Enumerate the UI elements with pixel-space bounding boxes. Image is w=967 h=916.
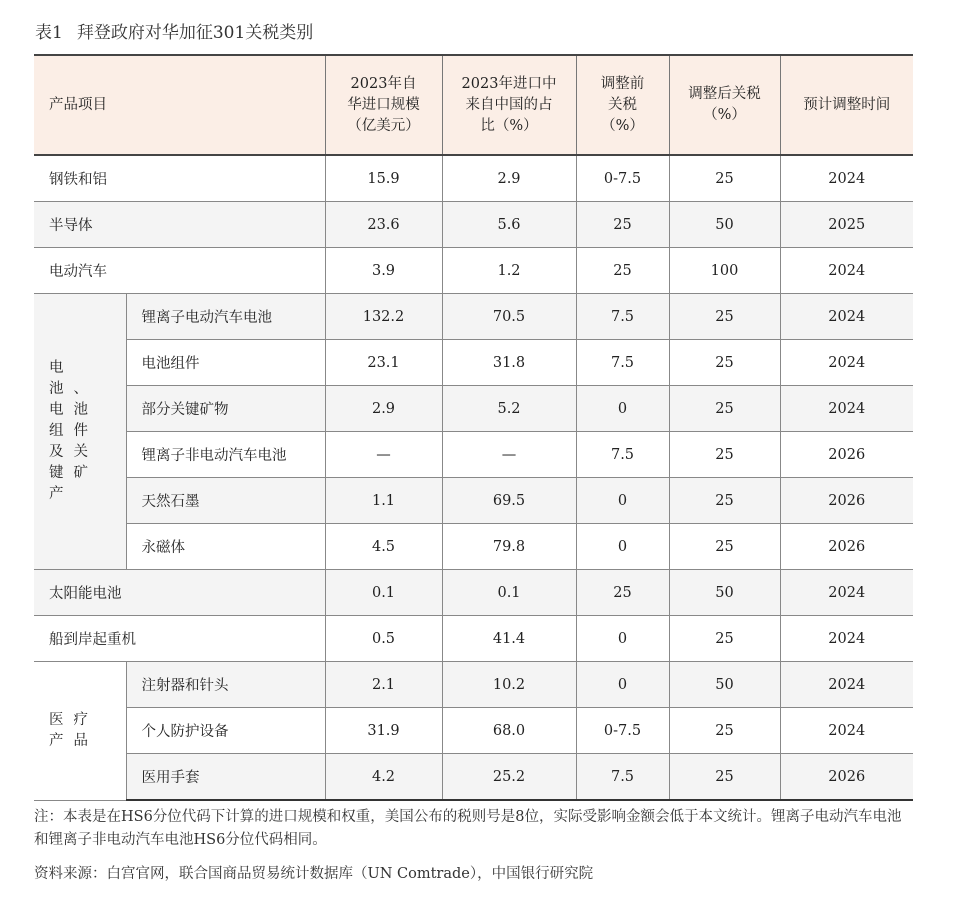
cell-pre: 25	[576, 570, 669, 616]
table-row	[34, 386, 913, 432]
row-name: 医用手套	[126, 754, 325, 801]
cell-post: 25	[669, 294, 780, 340]
cell-post: 25	[669, 432, 780, 478]
cell-scale: 23.1	[325, 340, 442, 386]
row-name: 船到岸起重机	[34, 616, 325, 662]
cell-share: 31.8	[442, 340, 576, 386]
table-row	[34, 432, 913, 478]
tariff-table	[34, 54, 913, 801]
cell-scale: 3.9	[325, 248, 442, 294]
group-battery: 电池、电池组件及关键矿产	[34, 294, 126, 570]
cell-year: 2026	[780, 754, 913, 801]
row-name: 部分关键矿物	[126, 386, 325, 432]
cell-pre: 7.5	[576, 432, 669, 478]
cell-pre: 0	[576, 662, 669, 708]
cell-scale: 2.1	[325, 662, 442, 708]
cell-scale: 2.9	[325, 386, 442, 432]
header-item: 产品项目	[34, 55, 325, 155]
cell-post: 25	[669, 478, 780, 524]
table-row	[34, 570, 913, 616]
cell-pre: 25	[576, 248, 669, 294]
cell-share: 68.0	[442, 708, 576, 754]
cell-post: 25	[669, 754, 780, 801]
cell-post: 25	[669, 616, 780, 662]
row-name: 个人防护设备	[126, 708, 325, 754]
cell-year: 2024	[780, 570, 913, 616]
cell-pre: 0-7.5	[576, 155, 669, 202]
table-row	[34, 662, 913, 708]
row-name: 太阳能电池	[34, 570, 325, 616]
table-row	[34, 202, 913, 248]
cell-post: 100	[669, 248, 780, 294]
table-row	[34, 754, 913, 801]
cell-share: 79.8	[442, 524, 576, 570]
cell-post: 50	[669, 570, 780, 616]
cell-year: 2026	[780, 524, 913, 570]
cell-post: 25	[669, 155, 780, 202]
row-name: 电池组件	[126, 340, 325, 386]
row-name: 注射器和针头	[126, 662, 325, 708]
table-row	[34, 616, 913, 662]
cell-pre: 7.5	[576, 340, 669, 386]
row-name: 电动汽车	[34, 248, 325, 294]
cell-scale: 132.2	[325, 294, 442, 340]
row-name: 钢铁和铝	[34, 155, 325, 202]
table-row	[34, 340, 913, 386]
header-adjust-time: 预计调整时间	[780, 55, 913, 155]
cell-scale: —	[325, 432, 442, 478]
table-number: 表1	[35, 23, 63, 43]
table-title: 拜登政府对华加征301关税类别	[76, 23, 314, 43]
cell-post: 25	[669, 386, 780, 432]
cell-share: 5.6	[442, 202, 576, 248]
table-row	[34, 155, 913, 202]
cell-scale: 15.9	[325, 155, 442, 202]
cell-share: 25.2	[442, 754, 576, 801]
cell-share: 1.2	[442, 248, 576, 294]
header-pre-tariff: 调整前 关税 （%）	[576, 55, 669, 155]
cell-post: 25	[669, 708, 780, 754]
table-note: 注：本表是在HS6分位代码下计算的进口规模和权重，美国公布的税则号是8位，实际受影响金额会低于本文统计。锂离子电动汽车电池和锂离子非电动汽车电池HS6分位代码相同。	[34, 809, 902, 848]
cell-post: 25	[669, 340, 780, 386]
cell-year: 2024	[780, 340, 913, 386]
cell-scale: 1.1	[325, 478, 442, 524]
cell-scale: 31.9	[325, 708, 442, 754]
table-caption	[35, 18, 313, 43]
row-name: 锂离子电动汽车电池	[126, 294, 325, 340]
table-row	[34, 524, 913, 570]
cell-pre: 0	[576, 386, 669, 432]
cell-pre: 0	[576, 524, 669, 570]
cell-share: 69.5	[442, 478, 576, 524]
table-row	[34, 708, 913, 754]
row-name: 永磁体	[126, 524, 325, 570]
cell-share: 0.1	[442, 570, 576, 616]
cell-year: 2024	[780, 294, 913, 340]
cell-share: —	[442, 432, 576, 478]
cell-scale: 0.5	[325, 616, 442, 662]
table-row	[34, 294, 913, 340]
row-name: 天然石墨	[126, 478, 325, 524]
cell-year: 2024	[780, 708, 913, 754]
cell-pre: 0	[576, 616, 669, 662]
cell-year: 2024	[780, 616, 913, 662]
table-row	[34, 478, 913, 524]
cell-post: 50	[669, 202, 780, 248]
cell-scale: 4.5	[325, 524, 442, 570]
data-source: 资料来源：白宫官网，联合国商品贸易统计数据库（UN Comtrade），中国银行研究院	[34, 866, 594, 882]
cell-year: 2024	[780, 155, 913, 202]
header-import-scale: 2023年自 华进口规模 （亿美元）	[325, 55, 442, 155]
cell-pre: 25	[576, 202, 669, 248]
header-row	[34, 55, 913, 155]
cell-scale: 4.2	[325, 754, 442, 801]
cell-post: 25	[669, 524, 780, 570]
header-post-tariff: 调整后关税 （%）	[669, 55, 780, 155]
cell-pre: 7.5	[576, 754, 669, 801]
cell-pre: 7.5	[576, 294, 669, 340]
cell-post: 50	[669, 662, 780, 708]
header-china-share: 2023年进口中 来自中国的占 比（%）	[442, 55, 576, 155]
row-name: 锂离子非电动汽车电池	[126, 432, 325, 478]
table-row	[34, 248, 913, 294]
cell-year: 2026	[780, 478, 913, 524]
cell-share: 10.2	[442, 662, 576, 708]
cell-year: 2024	[780, 386, 913, 432]
cell-scale: 0.1	[325, 570, 442, 616]
cell-share: 70.5	[442, 294, 576, 340]
cell-year: 2025	[780, 202, 913, 248]
group-medical: 医疗产品	[34, 662, 126, 801]
cell-share: 41.4	[442, 616, 576, 662]
cell-share: 2.9	[442, 155, 576, 202]
cell-year: 2024	[780, 662, 913, 708]
cell-year: 2026	[780, 432, 913, 478]
cell-share: 5.2	[442, 386, 576, 432]
cell-pre: 0	[576, 478, 669, 524]
cell-year: 2024	[780, 248, 913, 294]
cell-scale: 23.6	[325, 202, 442, 248]
row-name: 半导体	[34, 202, 325, 248]
cell-pre: 0-7.5	[576, 708, 669, 754]
